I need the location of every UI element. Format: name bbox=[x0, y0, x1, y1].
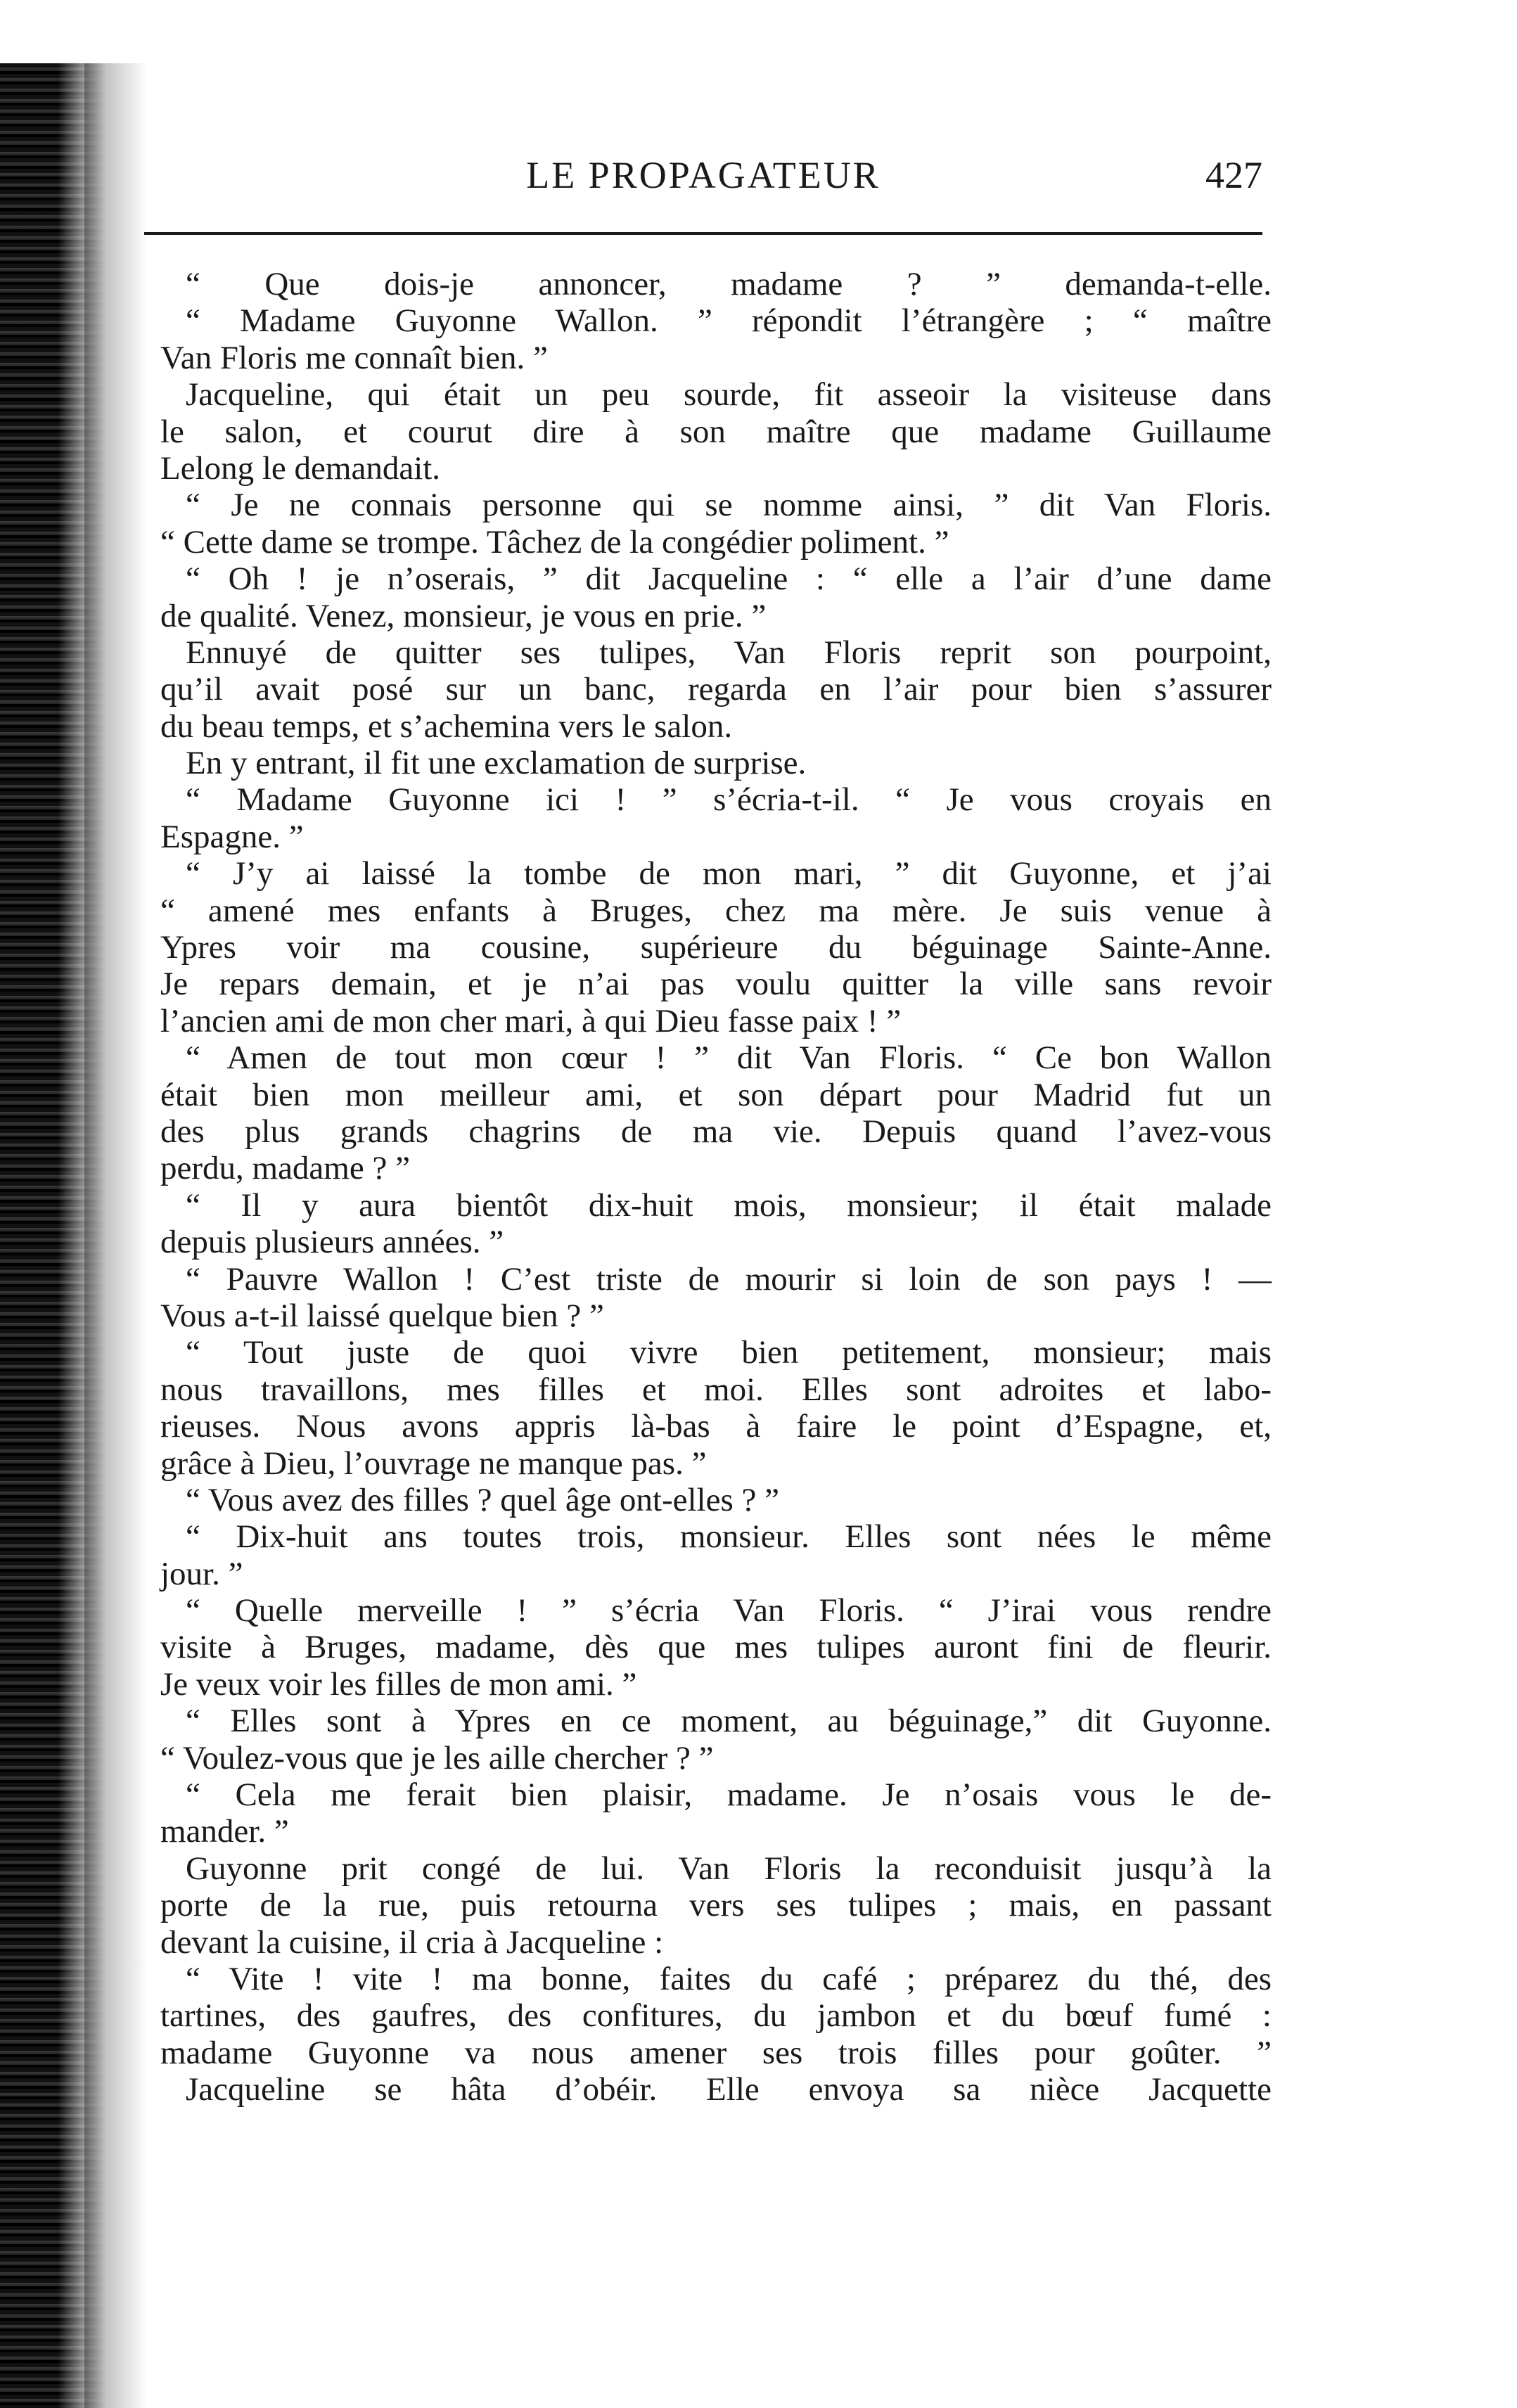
text-line: Espagne. ” bbox=[160, 818, 304, 855]
body-text bbox=[160, 266, 1272, 2108]
text-line: Je repars demain, et je n’ai pas voulu quitter la ville sans revoir bbox=[160, 966, 1272, 1003]
text-line: “ Il y aura bientôt dix-huit mois, monsieur; il était malade bbox=[186, 1186, 1272, 1224]
text-line: “ Je ne connais personne qui se nomme ainsi, ” dit Van Floris. bbox=[186, 487, 1272, 524]
text-line: de qualité. Venez, monsieur, je vous en prie. ” bbox=[160, 597, 767, 634]
text-line: Jacqueline se hâta d’obéir. Elle envoya sa nièce Jacquette bbox=[186, 2071, 1272, 2108]
text-line: “ J’y ai laissé la tombe de mon mari, ” dit Guyonne, et j’ai bbox=[186, 855, 1272, 892]
text-line: Guyonne prit congé de lui. Van Floris la reconduisit jusqu’à la bbox=[186, 1850, 1272, 1887]
text-line: Ennuyé de quitter ses tulipes, Van Floris reprit son pourpoint, bbox=[186, 634, 1272, 671]
text-line: Je veux voir les filles de mon ami. ” bbox=[160, 1665, 637, 1703]
text-line: porte de la rue, puis retourna vers ses tulipes ; mais, en passant bbox=[160, 1887, 1272, 1924]
page-header bbox=[144, 153, 1262, 210]
text-line: du beau temps, et s’achemina vers le salon. bbox=[160, 707, 733, 745]
text-line: “ Que dois-je annoncer, madame ? ” demanda-t-elle. bbox=[186, 266, 1272, 302]
header-rule bbox=[144, 232, 1262, 235]
text-line: “ Madame Guyonne Wallon. ” répondit l’étrangère ; “ maître bbox=[186, 302, 1272, 340]
text-line: “ Tout juste de quoi vivre bien petitement, monsieur; mais bbox=[186, 1334, 1272, 1371]
text-line: “ Madame Guyonne ici ! ” s’écria-t-il. “ Je vous croyais en bbox=[186, 781, 1272, 819]
text-line: visite à Bruges, madame, dès que mes tulipes auront fini de fleurir. bbox=[160, 1629, 1272, 1666]
text-line: devant la cuisine, il cria à Jacqueline : bbox=[160, 1923, 664, 1961]
text-line: rieuses. Nous avons appris là-bas à faire le point d’Espagne, et, bbox=[160, 1408, 1272, 1445]
text-line: “ Oh ! je n’oserais, ” dit Jacqueline : “ elle a l’air d’une dame bbox=[186, 561, 1272, 598]
text-line: qu’il avait posé sur un banc, regarda en l’air pour bien s’assurer bbox=[160, 671, 1272, 708]
text-line: jour. ” bbox=[160, 1555, 243, 1592]
text-line: Jacqueline, qui était un peu sourde, fit asseoir la visiteuse dans bbox=[186, 376, 1272, 414]
text-line: “ Elles sont à Ypres en ce moment, au béguinage,” dit Guyonne. bbox=[186, 1703, 1272, 1740]
text-line: le salon, et courut dire à son maître que madame Guillaume bbox=[160, 413, 1272, 450]
text-line: des plus grands chagrins de ma vie. Depuis quand l’avez-vous bbox=[160, 1113, 1272, 1150]
text-line: nous travaillons, mes filles et moi. Elles sont adroites et labo- bbox=[160, 1371, 1272, 1408]
text-line: “ Voulez-vous que je les aille chercher ? ” bbox=[160, 1739, 714, 1776]
text-line: Vous a-t-il laissé quelque bien ? ” bbox=[160, 1297, 604, 1334]
text-line: En y entrant, il fit une exclamation de surprise. bbox=[186, 745, 807, 782]
text-line: “ amené mes enfants à Bruges, chez ma mère. Je suis venue à bbox=[160, 892, 1272, 929]
text-line: depuis plusieurs années. ” bbox=[160, 1224, 504, 1261]
running-title: LE PROPAGATEUR bbox=[526, 154, 881, 196]
text-line: “ Cela me ferait bien plaisir, madame. Je n’osais vous le de- bbox=[186, 1776, 1272, 1814]
page-number: 427 bbox=[1205, 154, 1262, 196]
text-line: “ Pauvre Wallon ! C’est triste de mourir si loin de son pays ! — bbox=[186, 1260, 1272, 1298]
text-line: Van Floris me connaît bien. ” bbox=[160, 339, 548, 376]
text-line: l’ancien ami de mon cher mari, à qui Dieu fasse paix ! ” bbox=[160, 1002, 902, 1039]
text-line: grâce à Dieu, l’ouvrage ne manque pas. ” bbox=[160, 1445, 707, 1482]
text-line: perdu, madame ? ” bbox=[160, 1150, 410, 1187]
text-line: “ Vite ! vite ! ma bonne, faites du café ; préparez du thé, des bbox=[186, 1960, 1272, 1997]
text-line: “ Vous avez des filles ? quel âge ont-elles ? ” bbox=[186, 1481, 779, 1518]
text-line: “ Cette dame se trompe. Tâchez de la congédier poliment. ” bbox=[160, 523, 949, 561]
text-line: “ Quelle merveille ! ” s’écria Van Floris. “ J’irai vous rendre bbox=[186, 1592, 1272, 1629]
text-line: tartines, des gaufres, des confitures, du jambon et du bœuf fumé : bbox=[160, 1997, 1272, 2035]
text-line: Ypres voir ma cousine, supérieure du béguinage Sainte-Anne. bbox=[160, 929, 1272, 966]
text-line: “ Amen de tout mon cœur ! ” dit Van Floris. “ Ce bon Wallon bbox=[186, 1039, 1272, 1077]
text-line: Lelong le demandait. bbox=[160, 449, 441, 487]
text-line: mander. ” bbox=[160, 1813, 289, 1850]
binding-shadow bbox=[84, 63, 148, 2408]
text-line: “ Dix-huit ans toutes trois, monsieur. Elles sont nées le même bbox=[186, 1518, 1272, 1556]
text-line: était bien mon meilleur ami, et son départ pour Madrid fut un bbox=[160, 1076, 1272, 1113]
text-line: madame Guyonne va nous amener ses trois filles pour goûter. ” bbox=[160, 2034, 1272, 2071]
